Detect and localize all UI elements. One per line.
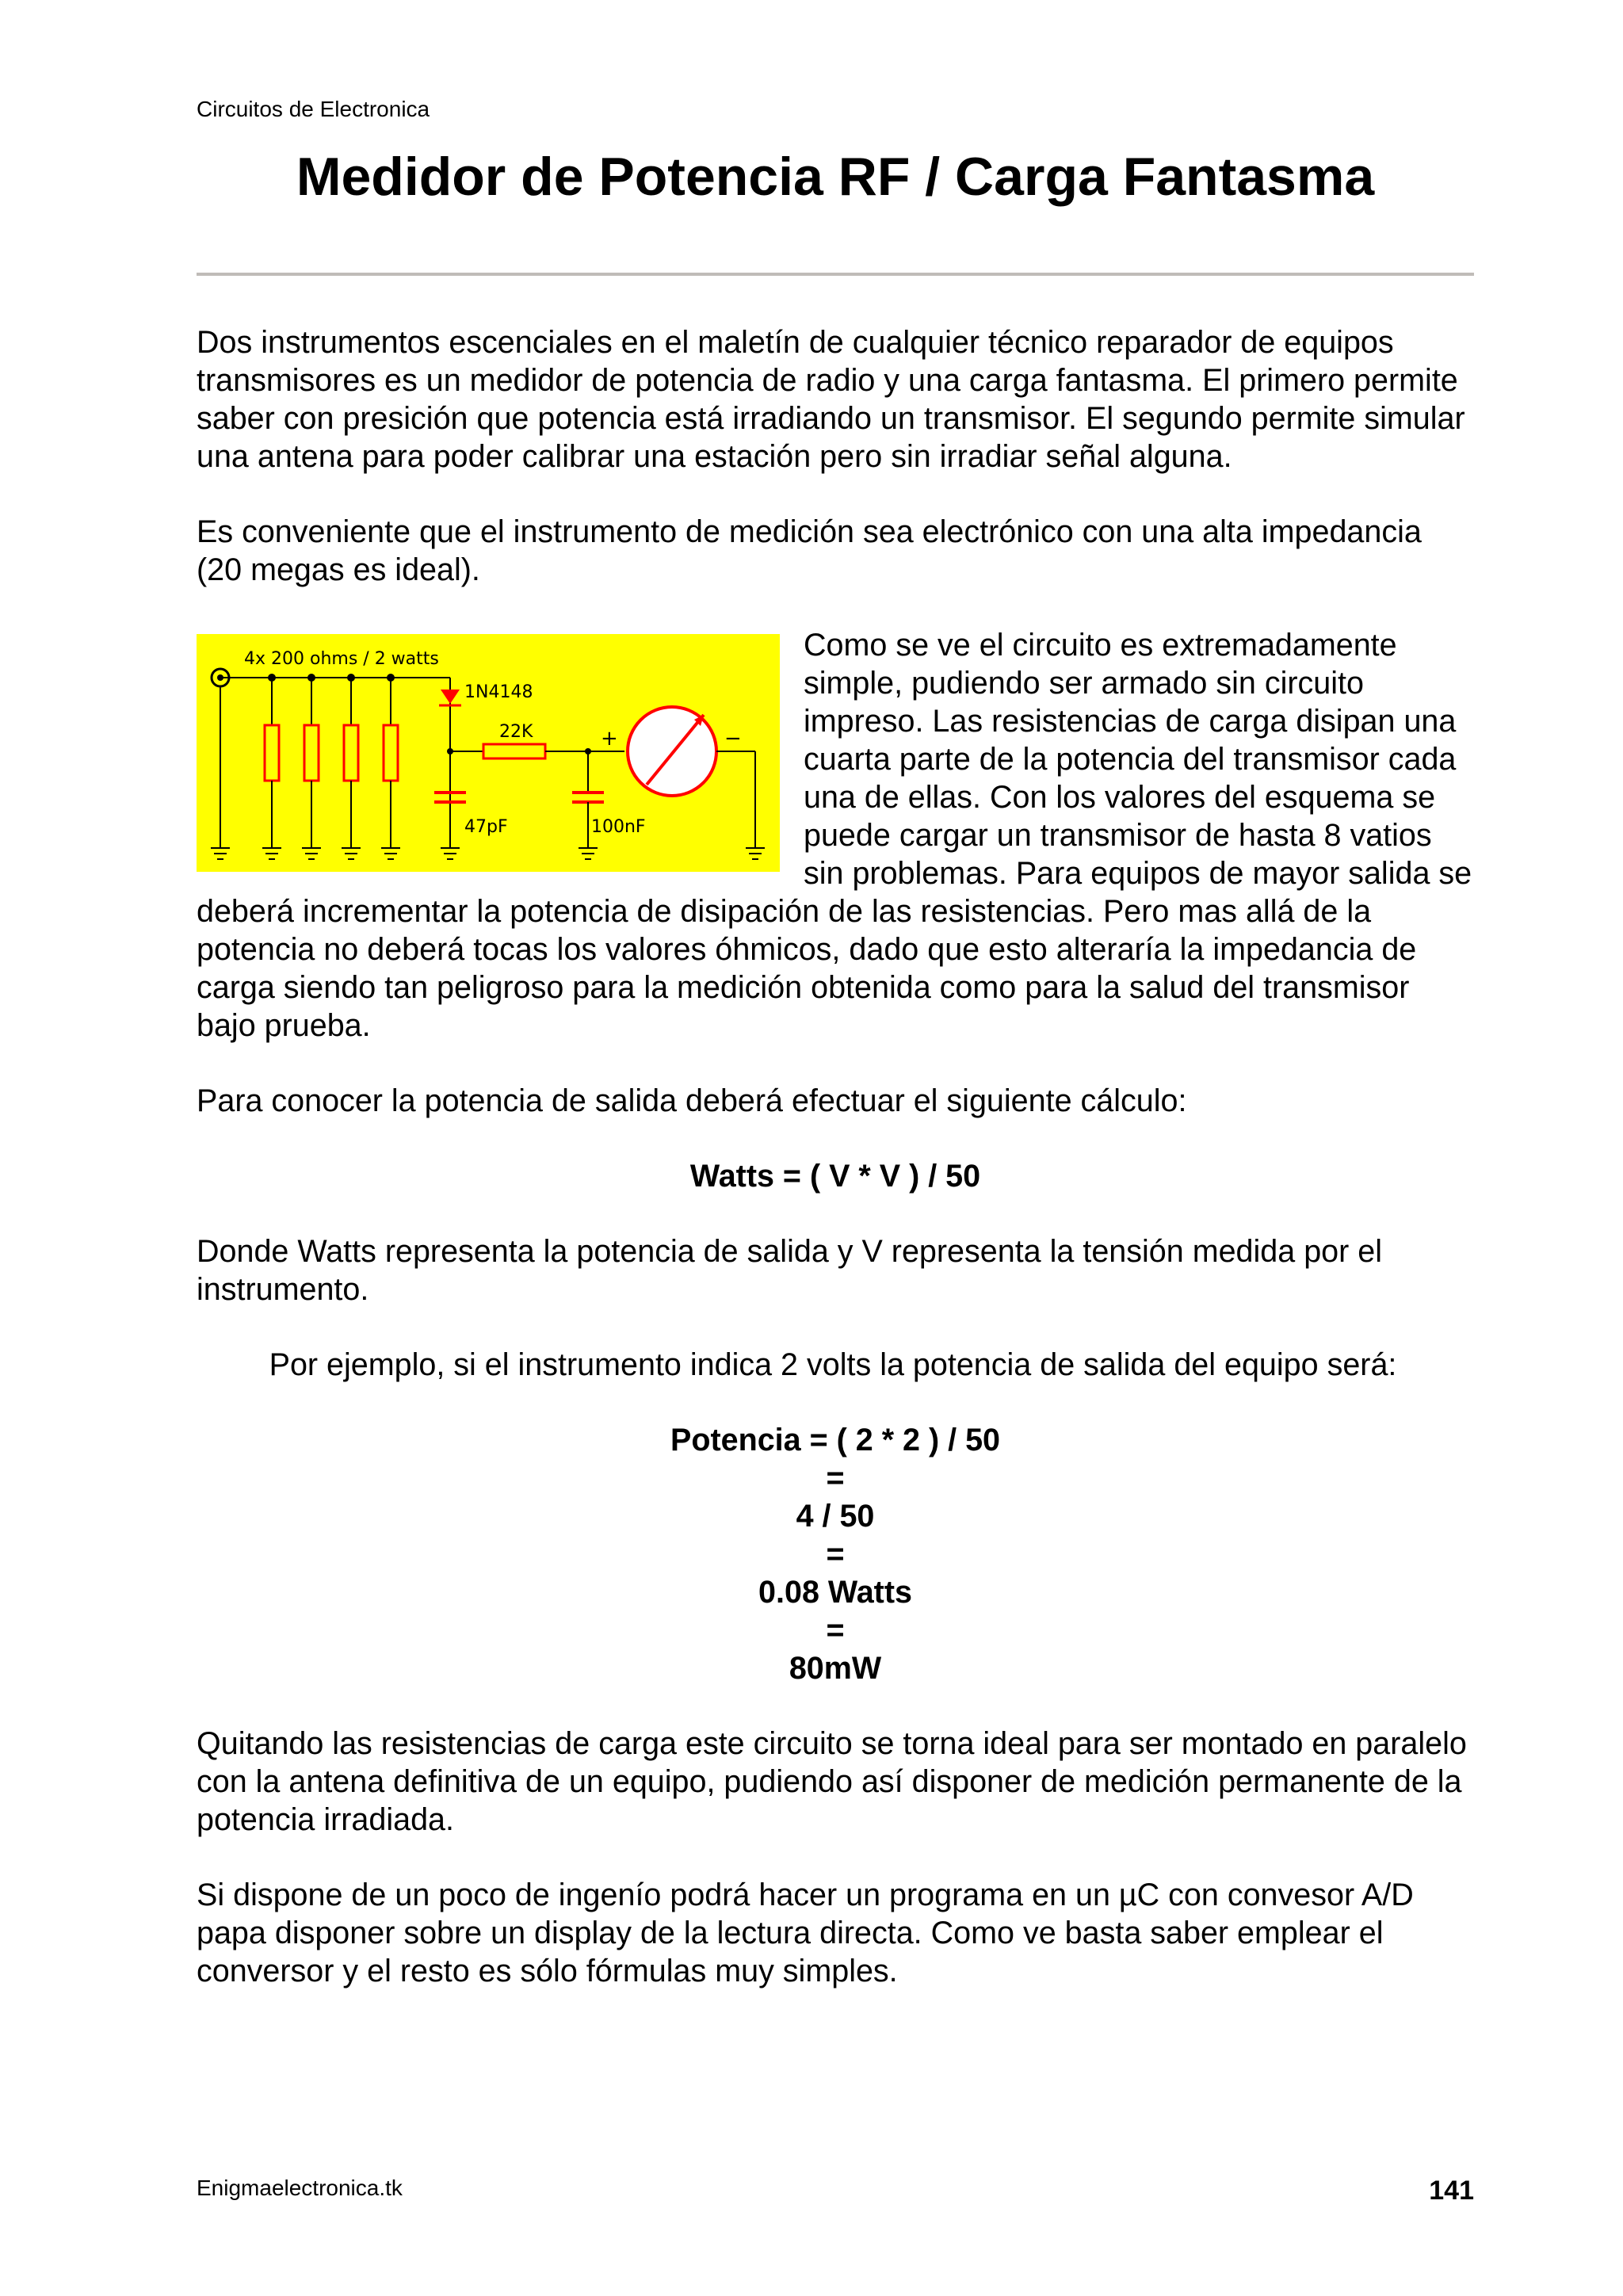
example-line: 4 / 50 (796, 1499, 875, 1534)
intro-paragraph: Dos instrumentos escenciales en el maletín de cualquier técnico reparador de equipos transmisores es un medidor de potencia de radio y una carga fantasma. El primero permite saber con presición que potencia está irradiando un transmisor. El segundo permite simular una antena para poder calibrar una estación pero sin irradiar señal alguna. (197, 325, 1465, 474)
cap-47-label: 47pF (464, 817, 508, 837)
diode-icon (441, 690, 460, 704)
circuit-paragraph: Como se ve el circuito es extremadamente simple, pudiendo ser armado sin circuito impreso. Las resistencias de carga disipan una cuarta parte de la potencia del transmisor cada una de ellas. Con los valores del esquema se puede cargar un transmisor de hasta 8 vatios sin problemas. Para equipos de mayor salida se deberá incrementar la potencia de disipación de las resistencias. Pero mas allá de la potencia no deberá tocas los valores óhmicos, dado que esto alteraría la impedancia de carga siendo tan peligroso para la medición obtenida como para la salud del transmisor bajo prueba. (197, 628, 1472, 1043)
example-line: 0.08 Watts (758, 1575, 912, 1610)
footer-site: Enigmaelectronica.tk (197, 2176, 403, 2200)
schematic-drawing (197, 634, 780, 872)
example-line: 80mW (789, 1651, 882, 1686)
cap-100-label: 100nF (591, 817, 646, 837)
load-resistor (265, 674, 279, 848)
parallel-paragraph: Quitando las resistencias de carga este circuito se torna ideal para ser montado en paralelo con la antena definitiva de un equipo, pudiendo así disponer de medición permanente de la potencia irradiada. (197, 1726, 1467, 1837)
example-calculation (197, 1421, 1474, 1687)
series-resistor (483, 744, 545, 758)
load-resistor (384, 674, 398, 848)
title-divider (197, 273, 1474, 276)
instrument-paragraph: Es conveniente que el instrumento de medición sea electrónico con una alta impedancia (20 megas es ideal). (197, 514, 1422, 587)
resistors-label: 4x 200 ohms / 2 watts (244, 649, 439, 669)
diode-label: 1N4148 (464, 682, 533, 702)
example-intro: Por ejemplo, si el instrumento indica 2 volts la potencia de salida del equipo será: (269, 1347, 1397, 1382)
calculation-intro: Para conocer la potencia de salida deberá efectuar el siguiente cálculo: (197, 1083, 1187, 1118)
meter-minus: − (724, 727, 742, 751)
load-resistor (304, 674, 319, 848)
example-line: = (826, 1613, 845, 1648)
example-line: = (826, 1537, 845, 1572)
microcontroller-paragraph: Si dispone de un poco de ingenío podrá hacer un programa en un µC con convesor A/D papa disponer sobre un display de la lectura directa. Como ve basta saber emplear el conversor y el resto es sólo fórmulas muy simples. (197, 1878, 1414, 1988)
ground-icon (211, 848, 765, 859)
article-body (197, 323, 1474, 2027)
example-line: = (826, 1461, 845, 1496)
definition-paragraph: Donde Watts representa la potencia de salida y V representa la tensión medida por el instrumento. (197, 1234, 1383, 1307)
page-title: Medidor de Potencia RF / Carga Fantasma (296, 147, 1375, 207)
resistor-22k-label: 22K (499, 722, 533, 742)
load-resistor (344, 674, 358, 848)
running-header: Circuitos de Electronica (197, 97, 430, 121)
circuit-schematic (197, 634, 780, 872)
example-line: Potencia = ( 2 * 2 ) / 50 (670, 1423, 1001, 1457)
power-formula: Watts = ( V * V ) / 50 (689, 1159, 981, 1194)
meter-plus: + (601, 727, 618, 751)
page-number: 141 (1429, 2176, 1474, 2206)
